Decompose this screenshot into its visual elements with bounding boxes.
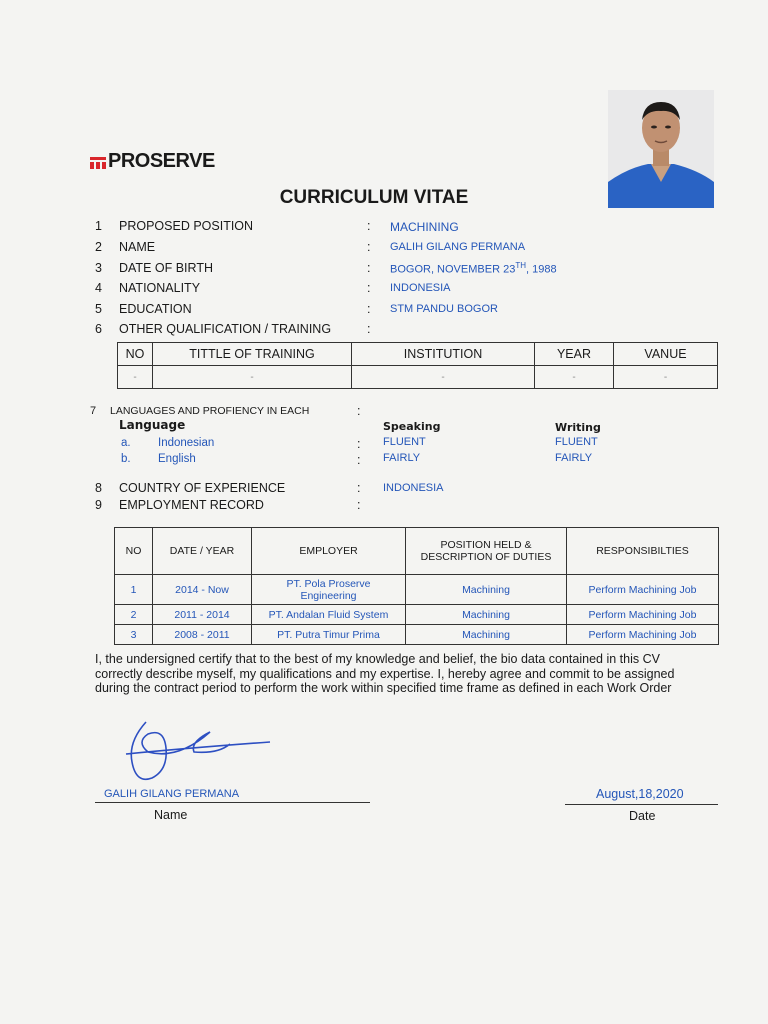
language-letter: a.: [121, 437, 131, 449]
field-colon: :: [357, 453, 361, 467]
field-colon: :: [367, 302, 371, 316]
signature-date: August,18,2020: [596, 787, 684, 801]
field-colon: :: [367, 322, 371, 336]
table-cell: PT. Pola Proserve Engineering: [252, 575, 406, 605]
language-letter: b.: [121, 453, 131, 465]
field-colon: :: [367, 261, 371, 275]
table-cell: -: [153, 366, 352, 389]
languages-label: LANGUAGES AND PROFIENCY IN EACH: [110, 405, 310, 417]
experience-label: COUNTRY OF EXPERIENCE: [119, 481, 286, 495]
field-value-position: MACHINING: [390, 220, 459, 234]
field-num: 6: [95, 322, 102, 336]
field-colon: :: [367, 240, 371, 254]
signature-line: [95, 802, 370, 803]
table-row: [115, 575, 719, 605]
table-header: YEAR: [535, 343, 614, 366]
table-cell: -: [118, 366, 153, 389]
speaking-level: FAIRLY: [383, 452, 421, 464]
field-label-education: EDUCATION: [119, 302, 192, 316]
field-colon: :: [357, 404, 361, 418]
field-num: 1: [95, 219, 102, 233]
name-label: Name: [154, 808, 188, 822]
table-cell: 3: [115, 625, 153, 645]
table-row: [118, 366, 718, 389]
field-num: 5: [95, 302, 102, 316]
table-cell: 2011 - 2014: [153, 605, 252, 625]
language-name: English: [158, 453, 196, 465]
field-label-dob: DATE OF BIRTH: [119, 261, 213, 275]
date-line: [565, 804, 718, 805]
document-title: CURRICULUM VITAE: [279, 187, 469, 208]
table-cell: PT. Putra Timur Prima: [252, 625, 406, 645]
table-row: [115, 625, 719, 645]
field-value-dob: BOGOR, NOVEMBER 23TH, 1988: [390, 261, 557, 276]
logo-text: PROSERVE: [108, 150, 215, 172]
table-header: NO: [115, 528, 153, 575]
language-column-header: Language: [119, 418, 186, 432]
table-header-row: [115, 528, 719, 575]
writing-column-header: Writing: [555, 421, 601, 434]
table-cell: Perform Machining Job: [567, 605, 719, 625]
field-colon: :: [357, 437, 361, 451]
field-colon: :: [357, 481, 361, 495]
field-value-education: STM PANDU BOGOR: [390, 303, 498, 315]
experience-value: INDONESIA: [383, 482, 444, 494]
employment-table: [114, 527, 719, 645]
field-num: 2: [95, 240, 102, 254]
speaking-level: FLUENT: [383, 436, 426, 448]
table-header-row: [118, 343, 718, 366]
field-num: 4: [95, 281, 102, 295]
table-cell: 2014 - Now: [153, 575, 252, 605]
field-num: 8: [95, 481, 102, 495]
table-cell: Machining: [406, 575, 567, 605]
field-num: 7: [90, 405, 97, 417]
table-cell: Perform Machining Job: [567, 625, 719, 645]
proserve-logo: [90, 150, 215, 173]
table-header: DATE / YEAR: [153, 528, 252, 575]
training-table: [117, 342, 718, 389]
table-header: POSITION HELD & DESCRIPTION OF DUTIES: [406, 528, 567, 575]
logo-mark-icon: [90, 155, 106, 169]
language-name: Indonesian: [158, 437, 215, 449]
field-label-position: PROPOSED POSITION: [119, 219, 254, 233]
table-cell: 2008 - 2011: [153, 625, 252, 645]
table-header: TITTLE OF TRAINING: [153, 343, 352, 366]
field-colon: :: [367, 219, 371, 233]
field-value-nationality: INDONESIA: [390, 282, 451, 294]
table-row: [115, 605, 719, 625]
table-header: RESPONSIBILTIES: [567, 528, 719, 575]
writing-level: FLUENT: [555, 436, 598, 448]
field-label-nationality: NATIONALITY: [119, 281, 201, 295]
field-label-training: OTHER QUALIFICATION / TRAINING: [119, 322, 332, 336]
table-cell: Machining: [406, 625, 567, 645]
employment-label: EMPLOYMENT RECORD: [119, 498, 264, 512]
writing-level: FAIRLY: [555, 452, 593, 464]
table-cell: Machining: [406, 605, 567, 625]
field-num: 9: [95, 498, 102, 512]
table-header: EMPLOYER: [252, 528, 406, 575]
signature-image: [118, 712, 278, 788]
table-header: INSTITUTION: [352, 343, 535, 366]
table-cell: Perform Machining Job: [567, 575, 719, 605]
certification-statement: I, the undersigned certify that to the best of my knowledge and belief, the bio data contained in this CV correctly describe myself, my qualifications and my expertise. I, hereby agree and commit to be assigned during the contract period to perform the work within specified time frame as defined in each Work Order: [95, 652, 675, 695]
table-cell: 2: [115, 605, 153, 625]
signer-name: GALIH GILANG PERMANA: [104, 788, 240, 800]
field-num: 3: [95, 261, 102, 275]
field-colon: :: [357, 498, 361, 512]
field-label-name: NAME: [119, 240, 156, 254]
table-header: NO: [118, 343, 153, 366]
table-cell: PT. Andalan Fluid System: [252, 605, 406, 625]
table-header: VANUE: [614, 343, 718, 366]
table-cell: 1: [115, 575, 153, 605]
table-cell: -: [614, 366, 718, 389]
table-cell: -: [352, 366, 535, 389]
speaking-column-header: Speaking: [383, 420, 441, 433]
date-label: Date: [629, 809, 656, 823]
field-colon: :: [367, 281, 371, 295]
field-value-name: GALIH GILANG PERMANA: [390, 241, 526, 253]
table-cell: -: [535, 366, 614, 389]
